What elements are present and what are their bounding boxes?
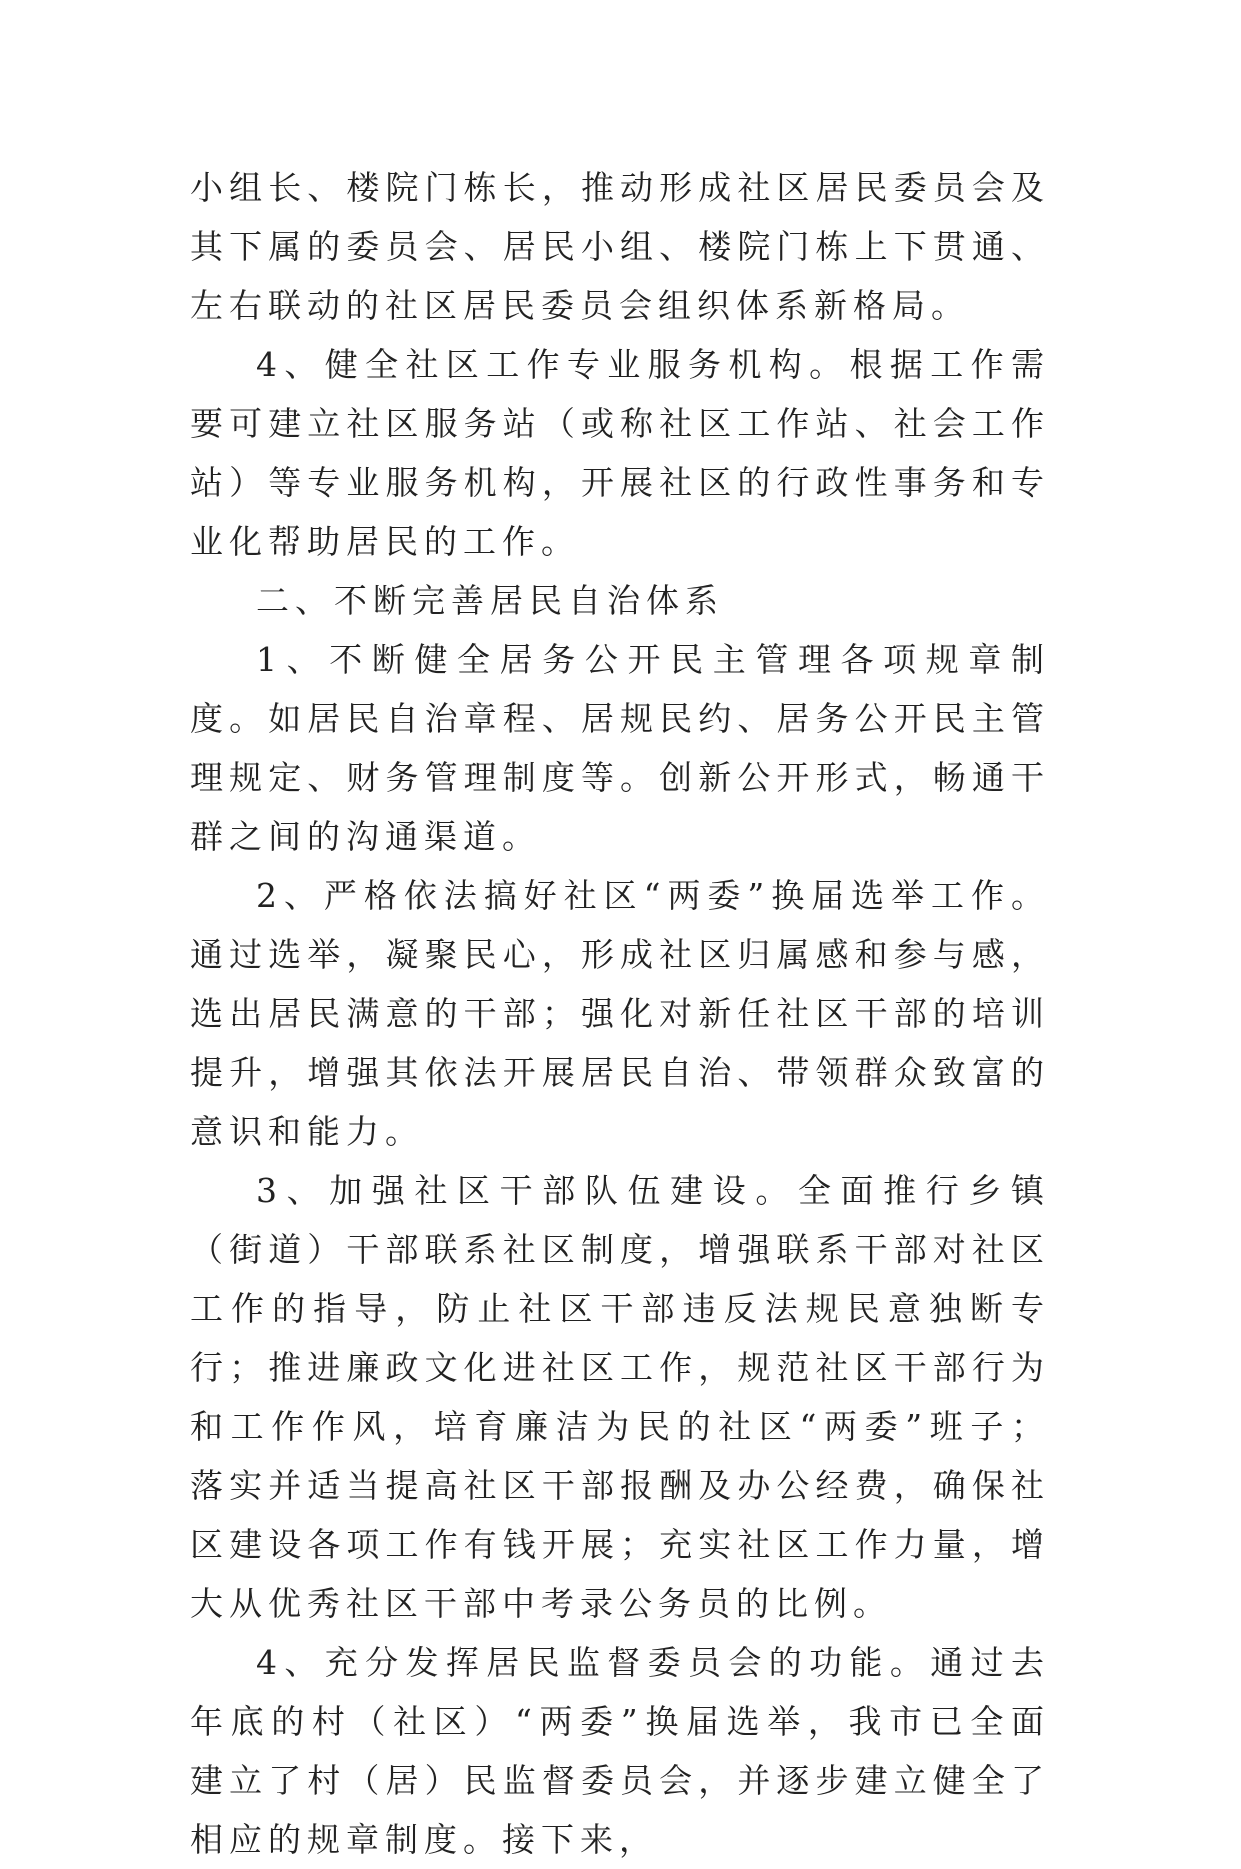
section-heading-2: 二、不断完善居民自治体系: [256, 581, 724, 620]
paragraph-item-4-supervision: 4、充分发挥居民监督委员会的功能。通过去年底的村（社区）“两委”换届选举，我市已全面建立了村（居）民监督委员会，并逐步建立健全了相应的规章制度。接下来，: [190, 1643, 1050, 1859]
paragraph-item-4-service-agencies: 4、健全社区工作专业服务机构。根据工作需要可建立社区服务站（或称社区工作站、社会工作站）等专业服务机构，开展社区的行政性事务和专业化帮助居民的工作。: [190, 345, 1050, 561]
paragraph-continuation: 小组长、楼院门栋长，推动形成社区居民委员会及其下属的委员会、居民小组、楼院门栋上下贯通、左右联动的社区居民委员会组织体系新格局。: [190, 168, 1050, 325]
paragraph-item-2-elections: 2、严格依法搞好社区“两委”换届选举工作。通过选举，凝聚民心，形成社区归属感和参与感，选出居民满意的干部；强化对新任社区干部的培训提升，增强其依法开展居民自治、带领群众致富的意识和能力。: [190, 876, 1050, 1151]
paragraph-item-3-cadre-building: 3、加强社区干部队伍建设。全面推行乡镇（街道）干部联系社区制度，增强联系干部对社区工作的指导，防止社区干部违反法规民意独断专行；推进廉政文化进社区工作，规范社区干部行为和工作作风，培育廉洁为民的社区“两委”班子；落实并适当提高社区干部报酬及办公经费，确保社区建设各项工作有钱开展；充实社区工作力量，增大从优秀社区干部中考录公务员的比例。: [190, 1171, 1050, 1623]
document-body: [190, 158, 1050, 1869]
paragraph-item-1-regulations: 1、不断健全居务公开民主管理各项规章制度。如居民自治章程、居规民约、居务公开民主管理规定、财务管理制度等。创新公开形式，畅通干群之间的沟通渠道。: [190, 640, 1050, 856]
